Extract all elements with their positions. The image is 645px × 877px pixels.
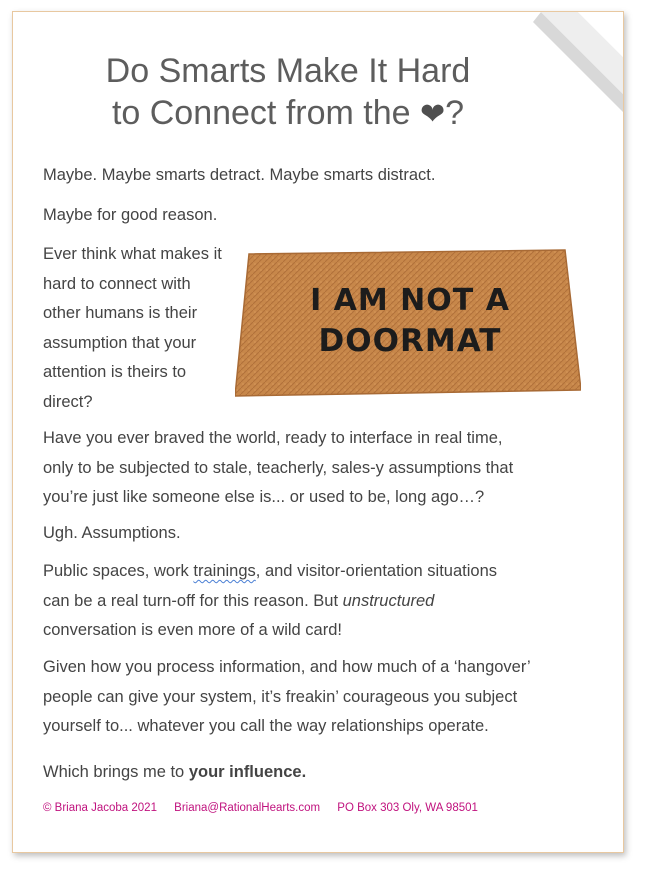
p6-text-a: Public spaces, work <box>43 562 194 580</box>
page-curl <box>523 12 623 112</box>
paragraph-3 <box>43 240 243 417</box>
paragraph-6-line: conversation is even more of a wild card! <box>43 621 342 639</box>
paragraph-8 <box>43 758 553 788</box>
paragraph-4 <box>43 424 553 513</box>
title-text: to Connect from the <box>111 94 411 132</box>
footer <box>43 802 492 814</box>
paragraph-4-line: only to be subjected to stale, teacherly, sales-y assumptions that <box>43 458 514 477</box>
p8-bold: your influence. <box>188 763 307 781</box>
paragraph-3-line: hard to connect with <box>43 274 191 293</box>
title-line-2 <box>53 92 523 136</box>
paragraph-3-line: other humans is their <box>43 304 198 322</box>
paragraph-7-line: people can give your system, it’s freakin’ courageous you subject <box>43 687 518 706</box>
footer-copyright: © Briana Jacoba 2021 <box>43 802 157 814</box>
paragraph-6-line <box>43 587 553 617</box>
doormat-text-2: DOORMAT <box>318 323 502 359</box>
paragraph-2: Maybe for good reason. <box>43 206 218 224</box>
doormat-text-1: I AM NOT A <box>310 283 510 318</box>
document-page <box>12 11 624 853</box>
p8-text: Which brings me to <box>43 763 189 781</box>
paragraph-5: Ugh. Assumptions. <box>43 524 181 542</box>
spellcheck-word: trainings <box>193 562 256 580</box>
paragraph-6-line <box>43 557 553 587</box>
footer-email[interactable]: Briana@RationalHearts.com <box>174 802 321 814</box>
paragraph-4-line: you’re just like someone else is... or used to be, long ago…? <box>43 488 485 506</box>
paragraph-6 <box>43 557 553 646</box>
paragraph-3-line: direct? <box>43 392 93 411</box>
paragraph-3-line: Ever think what makes it <box>43 245 222 263</box>
title-line-1: Do Smarts Make It Hard <box>105 52 471 90</box>
title-question: ? <box>445 94 465 132</box>
paragraph-3-line: assumption that your <box>43 333 197 352</box>
footer-address: PO Box 303 Oly, WA 98501 <box>337 802 478 814</box>
paragraph-4-line: Have you ever braved the world, ready to interface in real time, <box>43 429 503 447</box>
paragraph-1: Maybe. Maybe smarts detract. Maybe smarts distract. <box>43 166 436 184</box>
doormat-image <box>235 244 581 400</box>
p6-text-d: can be a real turn-off for this reason. But <box>43 591 343 610</box>
page-title <box>53 50 523 136</box>
paragraph-7-line: yourself to... whatever you call the way relationships operate. <box>43 717 489 735</box>
paragraph-3-line: attention is theirs to <box>43 363 187 381</box>
heart-icon: ❤ <box>420 98 446 131</box>
p6-text-c: , and visitor-orientation situations <box>255 562 497 580</box>
paragraph-7-line: Given how you process information, and how much of a ‘hangover’ <box>43 658 531 676</box>
paragraph-7 <box>43 653 553 742</box>
p6-emphasis: unstructured <box>342 591 435 610</box>
